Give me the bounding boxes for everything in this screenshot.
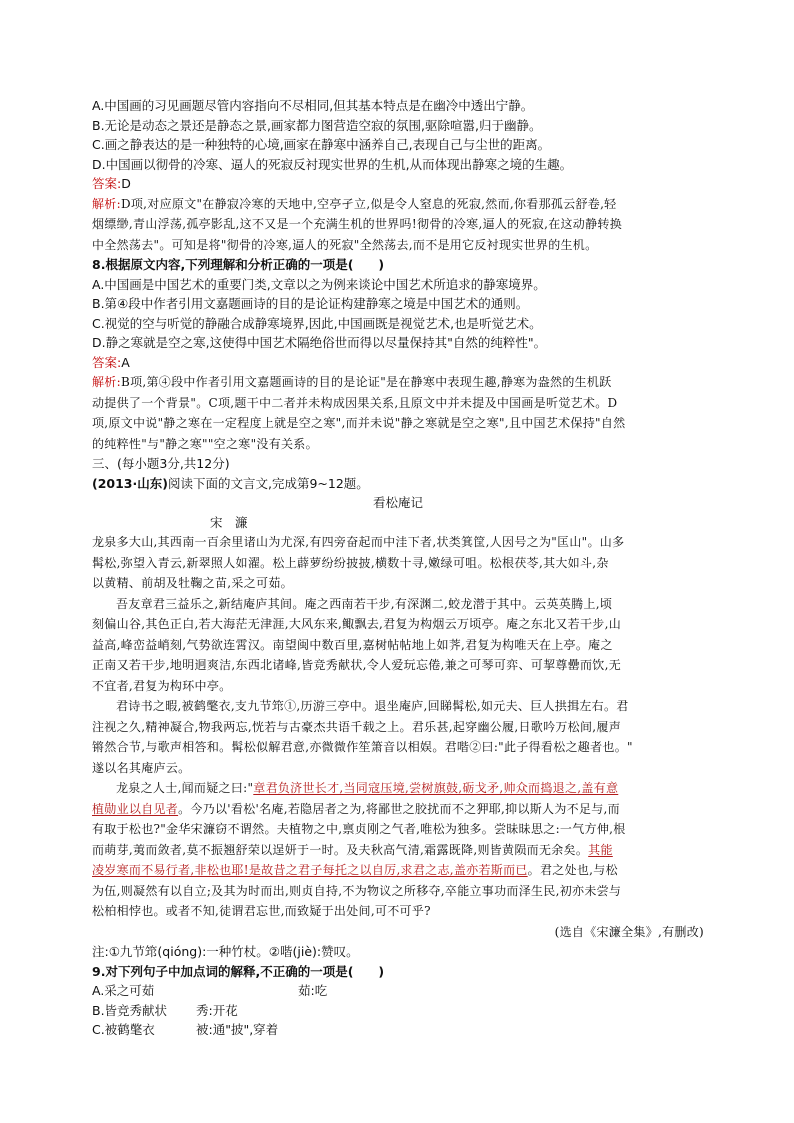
section-intro — [92, 474, 704, 494]
highlighted-sentence: 凌岁寒而不易行者,非松也耶!是故昔之君子每托之以自厉,求君之志,盖亦若斯而已 — [92, 863, 528, 877]
q8-option-d: D.静之寒就是空之寒,这使得中国艺术隔绝俗世而得以尽量保持其"自然的纯粹性"。 — [92, 335, 547, 350]
option-phrase: C.被鹤氅衣 — [92, 1022, 155, 1037]
passage-line: 不宜者,君复为构环中亭。 — [92, 678, 232, 693]
explanation-text: 项,原文中说"静之寒在一定程度上就是空之寒",而并未说"静之寒就是空之寒",且中国艺术保持"自然 — [92, 416, 626, 430]
answer-label: 答案: — [92, 354, 122, 370]
explanation-text: 中全然荡去"。可知是将"彻骨的冷寒,逼人的死寂"全然荡去,而不是用它反衬现实世界的生机。 — [92, 237, 598, 252]
passage-source: (选自《宋濂全集》,有删改) — [554, 924, 704, 939]
option-meaning: 秀:开花 — [196, 1002, 238, 1018]
section-instruction: 阅读下面的文言文,完成第9~12题。 — [167, 475, 369, 491]
explanation-text: D项,对应原文"在静寂冷寒的天地中,空亭孑立,似是令人窒息的死寂,然而,你看那孤云舒卷,轻 — [120, 196, 617, 211]
section-heading: 三、(每小题3分,共12分) — [92, 456, 230, 471]
footnotes: 注:①九节筇(qióng):一种竹杖。②喈(jiè):赞叹。 — [92, 944, 359, 959]
option-phrase: A.采之可茹 — [92, 983, 155, 998]
q7-options — [92, 96, 704, 174]
highlighted-sentence: 植勋业以自见者 — [92, 801, 179, 816]
explanation-text: 的纯粹性"与"静之寒""空之寒"没有关系。 — [92, 436, 318, 451]
explanation-text: 动提供了一个背景"。C项,题干中二者并未构成因果关系,且原文中并未提及中国画是听觉艺术。D — [92, 395, 618, 410]
passage-line: 锵然合节,与歌声相答和。髯松似解君意,亦微微作笙箫音以相娱。君喈②曰:"此子得看松之趣者也。" — [92, 740, 633, 754]
answer-value: A — [121, 354, 130, 370]
q9-option-a — [92, 981, 704, 1001]
explanation-text: 烟缥缈,青山浮荡,孤亭影乱,这不又是一个充满生机的世界吗!彻骨的冷寒,逼人的死寂,在这动静转换 — [92, 217, 622, 231]
q7-explanation — [92, 194, 704, 256]
passage-line: 吾友章君三益乐之,新结庵庐其间。庵之西南若干步,有深渊二,蛟龙潜于其中。云英英腾上,顷 — [116, 596, 613, 611]
section-source: (2013·山东) — [92, 475, 168, 491]
passage-line: 刻偏山谷,其色正白,若大海茫无津涯,大风东来,鲰飘去,君复为构烟云万顷亭。庵之东北又若干步,山 — [92, 617, 621, 631]
passage-line: 为伍,则凝然有以自立;及其为时而出,则贞自持,不为物议之所移夺,卒能立事功而泽生民,初亦未尝与 — [92, 883, 622, 898]
option-meaning: 被:通"披",穿着 — [196, 1022, 279, 1037]
explanation-text: B项,第④段中作者引用文嘉题画诗的目的是论证"是在静寒中表现生趣,静寒为盎然的生机跃 — [120, 375, 612, 389]
document-page — [92, 96, 704, 1040]
q8-option-a: A.中国画是中国艺术的重要门类,文章以之为例来谈论中国艺术所追求的静寒境界。 — [92, 276, 546, 292]
passage-line: 松柏相悖也。或者不知,徒谓君忘世,而致疑于出处间,可不可乎? — [92, 904, 431, 918]
option-phrase: B.皆竞秀献状 — [92, 1002, 168, 1018]
explanation-label: 解析: — [92, 196, 121, 211]
passage-line: 而萌芽,荑而敛者,莫不振翘舒荣以逞妍于一时。及夫秋高气清,霜露既降,则皆黄陨而无余矣。其能 — [92, 842, 613, 857]
q9-option-c — [92, 1020, 704, 1040]
q8-answer — [92, 353, 704, 373]
q7-option-d: D.中国画以彻骨的冷寒、逼人的死寂反衬现实世界的生机,从而体现出静寒之境的生趣。 — [92, 156, 573, 172]
passage-body — [92, 532, 704, 942]
passage-line: 正南又若干步,地明迥爽洁,东西北诸峰,皆竞秀献状,令人爱玩忘倦,兼之可琴可弈、可挈尊罍而饮,无 — [92, 658, 621, 672]
passage-line: 遂以名其庵庐云。 — [92, 760, 191, 775]
q8-option-c: C.视觉的空与听觉的静融合成静寒境界,因此,中国画既是视觉艺术,也是听觉艺术。 — [92, 315, 542, 331]
explanation-label: 解析: — [92, 375, 121, 389]
passage-line: 凌岁寒而不易行者,非松也耶!是故昔之君子每托之以自厉,求君之志,盖亦若斯而已。君之处也,与松 — [92, 863, 618, 877]
q8-explanation — [92, 372, 704, 454]
passage-line: 以黄精、前胡及牡鞠之苗,采之可茹。 — [92, 576, 293, 590]
q7-answer — [92, 174, 704, 194]
q7-option-c: C.画之静表达的是一种独特的心境,画家在静寒中涵养自己,表现自己与尘世的距离。 — [92, 137, 551, 152]
passage-line: 龙泉多大山,其西南一百余里诸山为尤深,有四旁奋起而中洼下者,状类箕筐,人因号之为"匡山"。山多 — [92, 535, 625, 549]
q8-options — [92, 275, 704, 353]
passage-line: 益高,峰峦益峭刻,气势欲连霄汉。南望闽中数百里,嘉树帖帖地上如荠,君复为构唯天在上亭。庵之 — [92, 637, 613, 652]
highlighted-sentence: 其能 — [588, 842, 613, 857]
option-meaning: 茹:吃 — [298, 983, 328, 998]
q7-option-a: A.中国画的习见画题尽管内容指向不尽相同,但其基本特点是在幽冷中透出宁静。 — [92, 98, 534, 113]
passage-author: 宋 濂 — [210, 514, 248, 530]
q8-option-b: B.第④段中作者引用文嘉题画诗的目的是论证构建静寒之境是中国艺术的通则。 — [92, 296, 529, 311]
passage-line: 有取于松也?"金华宋濂窃不谓然。夫植物之中,禀贞刚之气者,唯松为独多。尝昧昧思之:一气方伸,根 — [92, 822, 626, 836]
answer-label: 答案: — [92, 176, 122, 191]
answer-value: D — [121, 176, 131, 191]
passage-line: 龙泉之人士,闻而疑之曰:"章君负济世长才,当同寇压境,尝树旗鼓,砺戈矛,帅众而捣退之,盖有意 — [116, 781, 619, 795]
highlighted-sentence: 章君负济世长才,当同寇压境,尝树旗鼓,砺戈矛,帅众而捣退之,盖有意 — [253, 781, 619, 795]
passage-line: 植勋业以自见者。今乃以'看松'名庵,若隐居者之为,将鄙世之胶扰而不之狎耶,抑以斯人为不足与,而 — [92, 801, 620, 816]
q9-stem: 9.对下列句子中加点词的解释,不正确的一项是( ) — [92, 963, 385, 979]
passage-line: 君诗书之暇,被鹤氅衣,支九节筇①,历游三亭中。退坐庵庐,回睇髯松,如元夫、巨人拱揖左右。君 — [116, 699, 629, 713]
q8-stem: 8.根据原文内容,下列理解和分析正确的一项是( ) — [92, 257, 385, 272]
q9-option-b — [92, 1001, 704, 1021]
passage-line: 髯松,弥望入青云,新翠照人如濯。松上薜萝纷纷披披,横数十寻,嫩绿可咀。松根茯苓,其大如斗,杂 — [92, 555, 609, 570]
passage-title: 看松庵记 — [372, 495, 423, 510]
q7-option-b: B.无论是动态之景还是静态之景,画家都力图营造空寂的氛围,驱除喧嚣,归于幽静。 — [92, 117, 542, 133]
passage-line: 注视之久,精神凝合,物我两忘,恍若与古豪杰共语千载之上。君乐甚,起穿幽公履,日歌吟万松间,履声 — [92, 719, 621, 734]
q9-options — [92, 981, 704, 1040]
